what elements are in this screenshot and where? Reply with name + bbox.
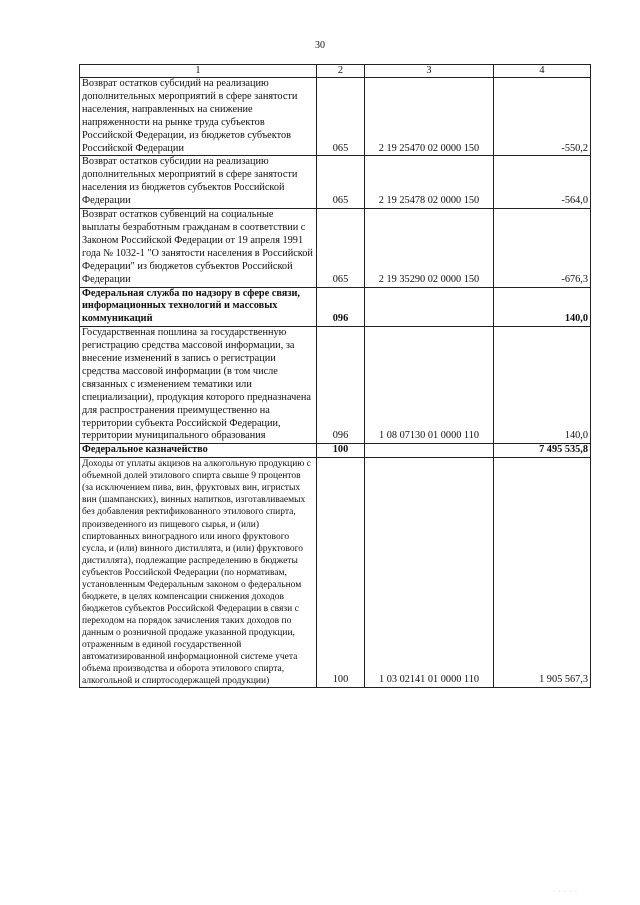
table-row [80, 458, 591, 688]
budget-classification-code: 2 19 35290 02 0000 150 [365, 209, 494, 287]
amount: 140,0 [494, 327, 591, 444]
budget-classification-code: 2 19 25470 02 0000 150 [365, 78, 494, 156]
column-header-budget-code: 3 [365, 65, 494, 78]
admin-code: 096 [317, 287, 365, 327]
column-header-amount: 4 [494, 65, 591, 78]
scan-artifact: · · · · · [553, 889, 578, 895]
table-row-agency [80, 287, 591, 327]
revenue-name: Доходы от уплаты акцизов на алкогольную продукцию с объемной долей этилового спирта свыше 9 процентов (за исключением пива, вин, фруктовых вин, игристых вин (шампанских), винных напитков, изготавливаемых без добавления ректификованного этилового спирта, произведенного из пищевого сырья, и (или) спиртованных виноградного или иного фруктового сусла, и (или) винного дистиллята, и (или) фруктового дистиллята), подлежащие распределению в бюджеты субъектов Российской Федерации (по нормативам, установленным Федеральным законом о федеральном бюджете, в целях компенсации снижения доходов бюджетов субъектов Российской Федерации в связи с переходом на порядок зачисления таких доходов по данным о розничной продаже указанной продукции, отраженным в единой государственной автоматизированной информационной системе учета объема производства и оборота этилового спирта, алкогольной и спиртосодержащей продукции) [80, 458, 317, 688]
amount: 140,0 [494, 287, 591, 327]
revenue-name: Возврат остатков субсидий на реализацию дополнительных мероприятий в сфере занятости населения, направленных на снижение напряженности на рынке труда субъектов Российской Федерации, из бюджетов субъектов Российской Федерации [80, 78, 317, 156]
column-header-admin-code: 2 [317, 65, 365, 78]
budget-classification-code: 1 08 07130 01 0000 110 [365, 327, 494, 444]
revenue-name: Возврат остатков субсидии на реализацию дополнительных мероприятий в сфере занятости населения из бюджетов субъектов Российской Федерации [80, 156, 317, 209]
agency-name: Федеральное казначейство [80, 444, 317, 458]
revenue-name: Возврат остатков субвенций на социальные выплаты безработным гражданам в соответствии с Законом Российской Федерации от 19 апреля 1991 года № 1032-1 "О занятости населения в Российской Федерации" из бюджетов субъектов Российской Федерации [80, 209, 317, 287]
table-row [80, 209, 591, 287]
admin-code: 065 [317, 156, 365, 209]
table-row [80, 156, 591, 209]
agency-name: Федеральная служба по надзору в сфере связи, информационных технологий и массовых коммуникаций [80, 287, 317, 327]
amount: 1 905 567,3 [494, 458, 591, 688]
table-row [80, 78, 591, 156]
budget-classification-code: 2 19 25478 02 0000 150 [365, 156, 494, 209]
amount: -676,3 [494, 209, 591, 287]
budget-classification-code [365, 444, 494, 458]
budget-classification-code: 1 03 02141 01 0000 110 [365, 458, 494, 688]
table-header-row [80, 65, 591, 78]
amount: 7 495 535,8 [494, 444, 591, 458]
table-row [80, 327, 591, 444]
amount: -550,2 [494, 78, 591, 156]
budget-classification-code [365, 287, 494, 327]
admin-code: 096 [317, 327, 365, 444]
amount: -564,0 [494, 156, 591, 209]
admin-code: 100 [317, 444, 365, 458]
admin-code: 065 [317, 78, 365, 156]
revenue-name: Государственная пошлина за государственную регистрацию средства массовой информации, за внесение изменений в запись о регистрации средства массовой информации (в том числе связанных с изменением тематики или специализации), продукция которого предназначена для распространения преимущественно на территории субъекта Российской Федерации, территории муниципального образования [80, 327, 317, 444]
admin-code: 100 [317, 458, 365, 688]
admin-code: 065 [317, 209, 365, 287]
page-number: 30 [315, 40, 325, 51]
table-row-agency [80, 444, 591, 458]
budget-revenue-table [79, 64, 591, 688]
column-header-name: 1 [80, 65, 317, 78]
